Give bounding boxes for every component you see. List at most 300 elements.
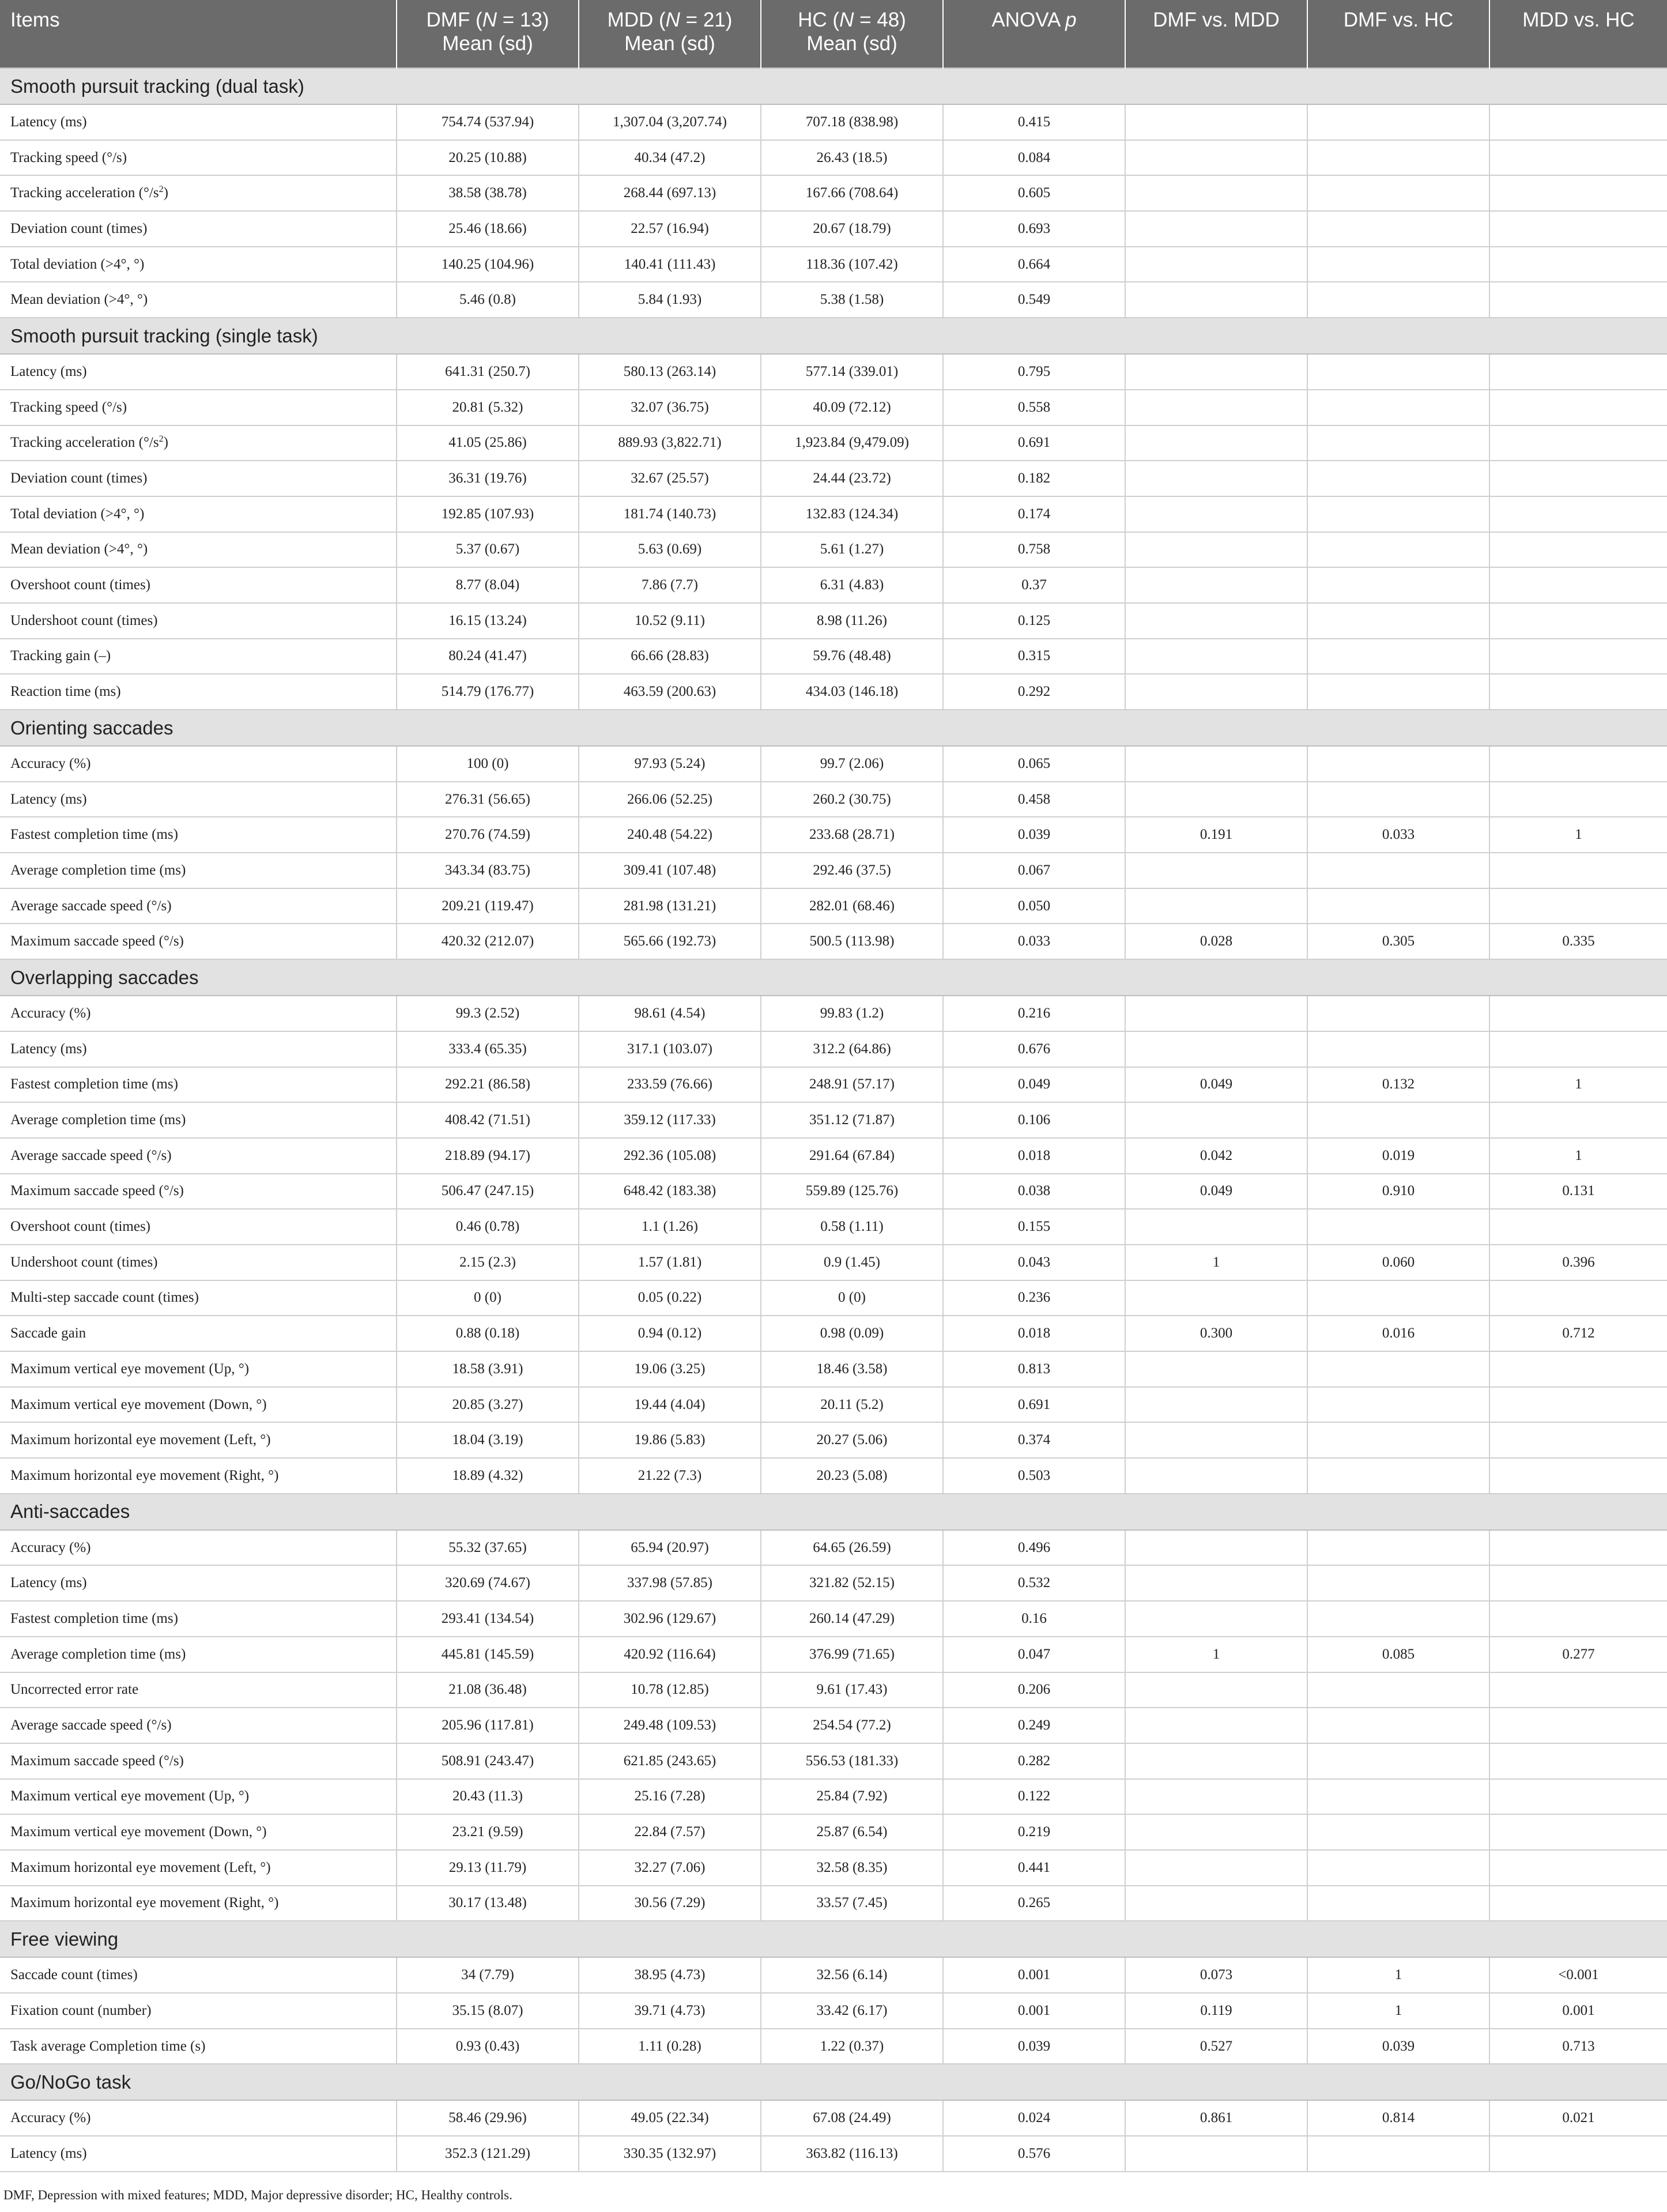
- cell-item: [0, 1316, 397, 1351]
- cell-item: [0, 1672, 397, 1708]
- cell-mdd-vs-hc: [1489, 461, 1667, 496]
- cell-mdd: 268.44 (697.13): [579, 175, 761, 211]
- cell-dmf-vs-mdd: [1125, 1209, 1307, 1245]
- table-row: [0, 1280, 1667, 1316]
- item-label: Maximum saccade speed (°/s): [10, 1753, 184, 1769]
- cell-hc: 33.42 (6.17): [761, 1993, 943, 2029]
- cell-mdd: 0.94 (0.12): [579, 1316, 761, 1351]
- cell-hc: 292.46 (37.5): [761, 853, 943, 888]
- section-header-row: [0, 710, 1667, 746]
- cell-hc: 59.76 (48.48): [761, 639, 943, 674]
- cell-anova-p: 0.174: [943, 496, 1125, 532]
- cell-dmf-vs-mdd: [1125, 1422, 1307, 1458]
- cell-dmf-vs-hc: 1: [1307, 1993, 1489, 2029]
- item-label: Average completion time (ms): [10, 1646, 186, 1662]
- cell-dmf-vs-mdd: [1125, 746, 1307, 782]
- cell-dmf: 352.3 (121.29): [397, 2136, 579, 2172]
- cell-dmf-vs-mdd: [1125, 140, 1307, 176]
- cell-hc: 20.11 (5.2): [761, 1387, 943, 1423]
- section-title: Orienting saccades: [0, 710, 1667, 746]
- cell-mdd: 40.34 (47.2): [579, 140, 761, 176]
- cell-item: [0, 104, 397, 140]
- cell-dmf: 292.21 (86.58): [397, 1067, 579, 1103]
- cell-hc: 132.83 (124.34): [761, 496, 943, 532]
- cell-mdd: 420.92 (116.64): [579, 1637, 761, 1672]
- item-label: Maximum horizontal eye movement (Right, °): [10, 1895, 279, 1911]
- cell-dmf: 320.69 (74.67): [397, 1565, 579, 1601]
- table-row: [0, 1174, 1667, 1209]
- cell-mdd-vs-hc: [1489, 1708, 1667, 1743]
- header-mdd: MDD (N = 21) Mean (sd): [579, 0, 761, 68]
- cell-mdd: 249.48 (109.53): [579, 1708, 761, 1743]
- cell-item: [0, 1138, 397, 1174]
- cell-item: [0, 567, 397, 603]
- cell-anova-p: 0.795: [943, 354, 1125, 390]
- cell-hc: 67.08 (24.49): [761, 2100, 943, 2136]
- cell-dmf: 506.47 (247.15): [397, 1174, 579, 1209]
- cell-anova-p: 0.374: [943, 1422, 1125, 1458]
- cell-dmf: 23.21 (9.59): [397, 1814, 579, 1850]
- cell-dmf-vs-hc: [1307, 603, 1489, 639]
- cell-mdd-vs-hc: [1489, 746, 1667, 782]
- cell-item: [0, 1102, 397, 1138]
- cell-anova-p: 0.050: [943, 888, 1125, 924]
- cell-item: [0, 496, 397, 532]
- cell-anova-p: 0.049: [943, 1067, 1125, 1103]
- cell-anova-p: 0.758: [943, 532, 1125, 568]
- cell-dmf-vs-mdd: [1125, 1102, 1307, 1138]
- cell-dmf-vs-mdd: [1125, 1351, 1307, 1387]
- item-label: Tracking acceleration (°/s: [10, 185, 159, 201]
- cell-dmf-vs-hc: [1307, 746, 1489, 782]
- table-row: [0, 2029, 1667, 2064]
- cell-item: [0, 1779, 397, 1815]
- cell-hc: 20.27 (5.06): [761, 1422, 943, 1458]
- cell-dmf-vs-hc: 0.814: [1307, 2100, 1489, 2136]
- cell-dmf-vs-hc: [1307, 1280, 1489, 1316]
- item-label: Deviation count (times): [10, 220, 148, 236]
- item-label: Fixation count (number): [10, 2002, 152, 2018]
- cell-mdd-vs-hc: [1489, 782, 1667, 817]
- cell-mdd-vs-hc: [1489, 603, 1667, 639]
- cell-dmf: 41.05 (25.86): [397, 425, 579, 461]
- cell-anova-p: 0.37: [943, 567, 1125, 603]
- cell-hc: 5.61 (1.27): [761, 532, 943, 568]
- cell-dmf: 140.25 (104.96): [397, 247, 579, 282]
- cell-mdd-vs-hc: [1489, 104, 1667, 140]
- cell-mdd-vs-hc: 0.713: [1489, 2029, 1667, 2064]
- section-title: Go/NoGo task: [0, 2064, 1667, 2100]
- cell-hc: 248.91 (57.17): [761, 1067, 943, 1103]
- cell-mdd: 1.1 (1.26): [579, 1209, 761, 1245]
- header-items: Items: [0, 0, 397, 68]
- cell-dmf-vs-hc: [1307, 1387, 1489, 1423]
- cell-item: [0, 1814, 397, 1850]
- cell-dmf: 8.77 (8.04): [397, 567, 579, 603]
- item-label: Uncorrected error rate: [10, 1682, 139, 1698]
- cell-hc: 1,923.84 (9,479.09): [761, 425, 943, 461]
- table-row: [0, 1067, 1667, 1103]
- cell-anova-p: 0.605: [943, 175, 1125, 211]
- cell-dmf-vs-mdd: [1125, 1886, 1307, 1921]
- cell-mdd: 97.93 (5.24): [579, 746, 761, 782]
- cell-mdd: 889.93 (3,822.71): [579, 425, 761, 461]
- cell-dmf-vs-hc: [1307, 104, 1489, 140]
- cell-item: [0, 1957, 397, 1993]
- cell-dmf: 276.31 (56.65): [397, 782, 579, 817]
- cell-dmf-vs-hc: [1307, 1209, 1489, 1245]
- cell-dmf-vs-hc: 0.910: [1307, 1174, 1489, 1209]
- cell-hc: 282.01 (68.46): [761, 888, 943, 924]
- item-label: Saccade gain: [10, 1325, 86, 1341]
- cell-dmf: 20.43 (11.3): [397, 1779, 579, 1815]
- cell-mdd: 38.95 (4.73): [579, 1957, 761, 1993]
- cell-dmf: 0.88 (0.18): [397, 1316, 579, 1351]
- cell-dmf-vs-mdd: [1125, 175, 1307, 211]
- cell-hc: 1.22 (0.37): [761, 2029, 943, 2064]
- cell-item: [0, 211, 397, 247]
- cell-anova-p: 0.216: [943, 996, 1125, 1031]
- item-label: Task average Completion time (s): [10, 2038, 206, 2054]
- cell-hc: 24.44 (23.72): [761, 461, 943, 496]
- cell-anova-p: 0.458: [943, 782, 1125, 817]
- cell-mdd-vs-hc: [1489, 888, 1667, 924]
- cell-anova-p: 0.206: [943, 1672, 1125, 1708]
- cell-dmf-vs-mdd: [1125, 390, 1307, 425]
- cell-anova-p: 0.664: [943, 247, 1125, 282]
- cell-dmf-vs-mdd: [1125, 1530, 1307, 1566]
- cell-item: [0, 1886, 397, 1921]
- cell-item: [0, 782, 397, 817]
- item-label: Accuracy (%): [10, 2110, 91, 2126]
- cell-mdd: 19.44 (4.04): [579, 1387, 761, 1423]
- item-label: Average completion time (ms): [10, 862, 186, 878]
- cell-mdd: 337.98 (57.85): [579, 1565, 761, 1601]
- cell-item: [0, 888, 397, 924]
- cell-dmf-vs-hc: [1307, 425, 1489, 461]
- item-label: Maximum horizontal eye movement (Left, °): [10, 1859, 271, 1875]
- cell-mdd: 21.22 (7.3): [579, 1458, 761, 1494]
- cell-mdd: 233.59 (76.66): [579, 1067, 761, 1103]
- table-row: [0, 461, 1667, 496]
- table-row: [0, 1814, 1667, 1850]
- cell-dmf-vs-hc: 0.039: [1307, 2029, 1489, 2064]
- item-label: Accuracy (%): [10, 1539, 91, 1555]
- table-row: [0, 567, 1667, 603]
- cell-dmf-vs-hc: [1307, 1708, 1489, 1743]
- cell-dmf-vs-mdd: [1125, 1280, 1307, 1316]
- item-label-end: ): [163, 435, 168, 451]
- table-row: [0, 1708, 1667, 1743]
- cell-dmf-vs-hc: [1307, 532, 1489, 568]
- cell-anova-p: 0.496: [943, 1530, 1125, 1566]
- cell-anova-p: 0.122: [943, 1779, 1125, 1815]
- cell-dmf: 0.93 (0.43): [397, 2029, 579, 2064]
- cell-item: [0, 425, 397, 461]
- cell-dmf: 18.58 (3.91): [397, 1351, 579, 1387]
- cell-anova-p: 0.001: [943, 1993, 1125, 2029]
- cell-mdd-vs-hc: [1489, 1209, 1667, 1245]
- cell-item: [0, 674, 397, 710]
- cell-mdd: 330.35 (132.97): [579, 2136, 761, 2172]
- item-label: Average saccade speed (°/s): [10, 1717, 172, 1734]
- cell-anova-p: 0.219: [943, 1814, 1125, 1850]
- table-row: [0, 1138, 1667, 1174]
- cell-dmf-vs-hc: [1307, 1458, 1489, 1494]
- cell-dmf-vs-mdd: [1125, 2136, 1307, 2172]
- cell-dmf-vs-hc: [1307, 888, 1489, 924]
- cell-anova-p: 0.691: [943, 1387, 1125, 1423]
- item-label: Accuracy (%): [10, 755, 91, 771]
- cell-dmf-vs-mdd: [1125, 1672, 1307, 1708]
- table-row: [0, 1601, 1667, 1637]
- cell-item: [0, 282, 397, 318]
- cell-dmf: 0.46 (0.78): [397, 1209, 579, 1245]
- section-title: Anti-saccades: [0, 1494, 1667, 1530]
- table-row: [0, 211, 1667, 247]
- cell-dmf: 36.31 (19.76): [397, 461, 579, 496]
- cell-hc: 8.98 (11.26): [761, 603, 943, 639]
- cell-mdd: 0.05 (0.22): [579, 1280, 761, 1316]
- cell-dmf: 80.24 (41.47): [397, 639, 579, 674]
- cell-mdd-vs-hc: [1489, 1886, 1667, 1921]
- cell-item: [0, 2100, 397, 2136]
- cell-mdd-vs-hc: [1489, 354, 1667, 390]
- table-row: [0, 1565, 1667, 1601]
- cell-dmf-vs-mdd: [1125, 1458, 1307, 1494]
- cell-mdd-vs-hc: [1489, 1422, 1667, 1458]
- table-row: [0, 817, 1667, 853]
- cell-mdd: 648.42 (183.38): [579, 1174, 761, 1209]
- cell-item: [0, 996, 397, 1031]
- cell-dmf-vs-mdd: 0.527: [1125, 2029, 1307, 2064]
- cell-mdd-vs-hc: 1: [1489, 1138, 1667, 1174]
- cell-anova-p: 0.018: [943, 1316, 1125, 1351]
- cell-dmf: 754.74 (537.94): [397, 104, 579, 140]
- cell-item: [0, 746, 397, 782]
- cell-dmf-vs-hc: 0.016: [1307, 1316, 1489, 1351]
- item-label: Maximum vertical eye movement (Down, °): [10, 1824, 267, 1840]
- cell-hc: 99.7 (2.06): [761, 746, 943, 782]
- cell-hc: 260.2 (30.75): [761, 782, 943, 817]
- cell-dmf-vs-mdd: 0.073: [1125, 1957, 1307, 1993]
- cell-hc: 376.99 (71.65): [761, 1637, 943, 1672]
- section-header-row: [0, 2064, 1667, 2100]
- cell-hc: 118.36 (107.42): [761, 247, 943, 282]
- header-dmf-vs-hc: DMF vs. HC: [1307, 0, 1489, 68]
- cell-hc: 0 (0): [761, 1280, 943, 1316]
- cell-dmf-vs-hc: [1307, 211, 1489, 247]
- cell-mdd: 140.41 (111.43): [579, 247, 761, 282]
- item-label: Maximum vertical eye movement (Up, °): [10, 1788, 250, 1804]
- table-row: [0, 1637, 1667, 1672]
- cell-dmf-vs-hc: [1307, 1031, 1489, 1067]
- cell-dmf-vs-mdd: [1125, 1779, 1307, 1815]
- cell-anova-p: 0.155: [943, 1209, 1125, 1245]
- cell-anova-p: 0.018: [943, 1138, 1125, 1174]
- section-title: Free viewing: [0, 1921, 1667, 1957]
- cell-dmf: 18.04 (3.19): [397, 1422, 579, 1458]
- cell-hc: 6.31 (4.83): [761, 567, 943, 603]
- cell-dmf: 293.41 (134.54): [397, 1601, 579, 1637]
- table-row: [0, 639, 1667, 674]
- cell-mdd: 580.13 (263.14): [579, 354, 761, 390]
- cell-dmf: 30.17 (13.48): [397, 1886, 579, 1921]
- item-label: Tracking acceleration (°/s: [10, 435, 159, 451]
- cell-dmf-vs-mdd: [1125, 211, 1307, 247]
- cell-mdd-vs-hc: [1489, 2136, 1667, 2172]
- cell-hc: 363.82 (116.13): [761, 2136, 943, 2172]
- cell-anova-p: 0.441: [943, 1850, 1125, 1886]
- cell-mdd-vs-hc: [1489, 1565, 1667, 1601]
- cell-item: [0, 2029, 397, 2064]
- item-label: Fastest completion time (ms): [10, 827, 178, 843]
- cell-mdd-vs-hc: 0.131: [1489, 1174, 1667, 1209]
- cell-dmf-vs-hc: 1: [1307, 1957, 1489, 1993]
- cell-dmf-vs-mdd: [1125, 496, 1307, 532]
- cell-item: [0, 1387, 397, 1423]
- table-row: [0, 2100, 1667, 2136]
- cell-dmf-vs-mdd: [1125, 1031, 1307, 1067]
- table-row: [0, 674, 1667, 710]
- cell-item: [0, 1993, 397, 2029]
- cell-hc: 233.68 (28.71): [761, 817, 943, 853]
- cell-dmf: 18.89 (4.32): [397, 1458, 579, 1494]
- cell-mdd-vs-hc: [1489, 140, 1667, 176]
- cell-anova-p: 0.292: [943, 674, 1125, 710]
- cell-hc: 5.38 (1.58): [761, 282, 943, 318]
- cell-mdd: 30.56 (7.29): [579, 1886, 761, 1921]
- cell-mdd-vs-hc: 0.396: [1489, 1245, 1667, 1280]
- cell-item: [0, 1708, 397, 1743]
- item-label: Maximum saccade speed (°/s): [10, 1183, 184, 1199]
- cell-hc: 312.2 (64.86): [761, 1031, 943, 1067]
- header-hc: HC (N = 48) Mean (sd): [761, 0, 943, 68]
- cell-dmf: 445.81 (145.59): [397, 1637, 579, 1672]
- cell-mdd-vs-hc: [1489, 211, 1667, 247]
- cell-dmf-vs-hc: [1307, 282, 1489, 318]
- table-row: [0, 1779, 1667, 1815]
- table-row: [0, 1316, 1667, 1351]
- cell-hc: 25.84 (7.92): [761, 1779, 943, 1815]
- cell-mdd-vs-hc: [1489, 1280, 1667, 1316]
- cell-mdd: 309.41 (107.48): [579, 853, 761, 888]
- cell-mdd: 32.67 (25.57): [579, 461, 761, 496]
- cell-anova-p: 0.249: [943, 1708, 1125, 1743]
- cell-dmf-vs-mdd: [1125, 567, 1307, 603]
- cell-dmf-vs-hc: [1307, 996, 1489, 1031]
- cell-hc: 500.5 (113.98): [761, 924, 943, 959]
- cell-dmf: 641.31 (250.7): [397, 354, 579, 390]
- cell-mdd-vs-hc: 0.001: [1489, 1993, 1667, 2029]
- header-dmf: DMF (N = 13) Mean (sd): [397, 0, 579, 68]
- item-label: Average saccade speed (°/s): [10, 1147, 172, 1163]
- cell-hc: 18.46 (3.58): [761, 1351, 943, 1387]
- cell-mdd: 25.16 (7.28): [579, 1779, 761, 1815]
- table-row: [0, 1850, 1667, 1886]
- table-row: [0, 1351, 1667, 1387]
- cell-dmf-vs-hc: [1307, 1779, 1489, 1815]
- cell-mdd-vs-hc: [1489, 247, 1667, 282]
- cell-item: [0, 1637, 397, 1672]
- cell-dmf-vs-mdd: 0.028: [1125, 924, 1307, 959]
- item-label: Maximum vertical eye movement (Up, °): [10, 1361, 250, 1377]
- cell-dmf: 100 (0): [397, 746, 579, 782]
- cell-hc: 33.57 (7.45): [761, 1886, 943, 1921]
- cell-anova-p: 0.265: [943, 1886, 1125, 1921]
- item-label: Latency (ms): [10, 114, 87, 130]
- cell-hc: 577.14 (339.01): [761, 354, 943, 390]
- item-label: Latency (ms): [10, 791, 87, 807]
- table-row: [0, 888, 1667, 924]
- cell-mdd-vs-hc: 0.021: [1489, 2100, 1667, 2136]
- cell-item: [0, 1601, 397, 1637]
- item-label: Accuracy (%): [10, 1005, 91, 1021]
- cell-anova-p: 0.125: [943, 603, 1125, 639]
- cell-dmf: 34 (7.79): [397, 1957, 579, 1993]
- cell-dmf: 514.79 (176.77): [397, 674, 579, 710]
- cell-anova-p: 0.558: [943, 390, 1125, 425]
- cell-dmf-vs-mdd: 0.049: [1125, 1174, 1307, 1209]
- cell-dmf: 20.81 (5.32): [397, 390, 579, 425]
- cell-dmf-vs-hc: [1307, 674, 1489, 710]
- header-mdd-vs-hc: MDD vs. HC: [1489, 0, 1667, 68]
- cell-anova-p: 0.503: [943, 1458, 1125, 1494]
- table-header-row: [0, 0, 1667, 68]
- cell-hc: 254.54 (77.2): [761, 1708, 943, 1743]
- cell-dmf-vs-mdd: 1: [1125, 1245, 1307, 1280]
- item-label: Average completion time (ms): [10, 1112, 186, 1128]
- table-row: [0, 1245, 1667, 1280]
- cell-mdd-vs-hc: [1489, 1850, 1667, 1886]
- cell-dmf-vs-mdd: [1125, 1601, 1307, 1637]
- cell-item: [0, 1743, 397, 1779]
- cell-anova-p: 0.532: [943, 1565, 1125, 1601]
- table-row: [0, 496, 1667, 532]
- cell-dmf: 408.42 (71.51): [397, 1102, 579, 1138]
- cell-item: [0, 1565, 397, 1601]
- table-row: [0, 603, 1667, 639]
- table-row: [0, 1458, 1667, 1494]
- cell-dmf: 5.46 (0.8): [397, 282, 579, 318]
- cell-mdd: 65.94 (20.97): [579, 1530, 761, 1566]
- cell-hc: 64.65 (26.59): [761, 1530, 943, 1566]
- cell-dmf-vs-hc: 0.019: [1307, 1138, 1489, 1174]
- cell-mdd-vs-hc: 1: [1489, 817, 1667, 853]
- cell-mdd-vs-hc: [1489, 496, 1667, 532]
- cell-item: [0, 1530, 397, 1566]
- cell-mdd: 317.1 (103.07): [579, 1031, 761, 1067]
- cell-hc: 321.82 (52.15): [761, 1565, 943, 1601]
- cell-mdd-vs-hc: [1489, 1814, 1667, 1850]
- cell-hc: 351.12 (71.87): [761, 1102, 943, 1138]
- table-row: [0, 532, 1667, 568]
- item-label: Maximum horizontal eye movement (Left, °): [10, 1432, 271, 1448]
- cell-hc: 32.56 (6.14): [761, 1957, 943, 1993]
- table-row: [0, 1672, 1667, 1708]
- table-row: [0, 247, 1667, 282]
- cell-anova-p: 0.033: [943, 924, 1125, 959]
- cell-dmf-vs-mdd: 1: [1125, 1637, 1307, 1672]
- cell-dmf: 25.46 (18.66): [397, 211, 579, 247]
- cell-dmf-vs-hc: [1307, 639, 1489, 674]
- cell-dmf-vs-hc: [1307, 1743, 1489, 1779]
- section-header-row: [0, 1921, 1667, 1957]
- cell-mdd-vs-hc: [1489, 1672, 1667, 1708]
- cell-dmf-vs-hc: [1307, 1672, 1489, 1708]
- cell-item: [0, 390, 397, 425]
- cell-dmf: 99.3 (2.52): [397, 996, 579, 1031]
